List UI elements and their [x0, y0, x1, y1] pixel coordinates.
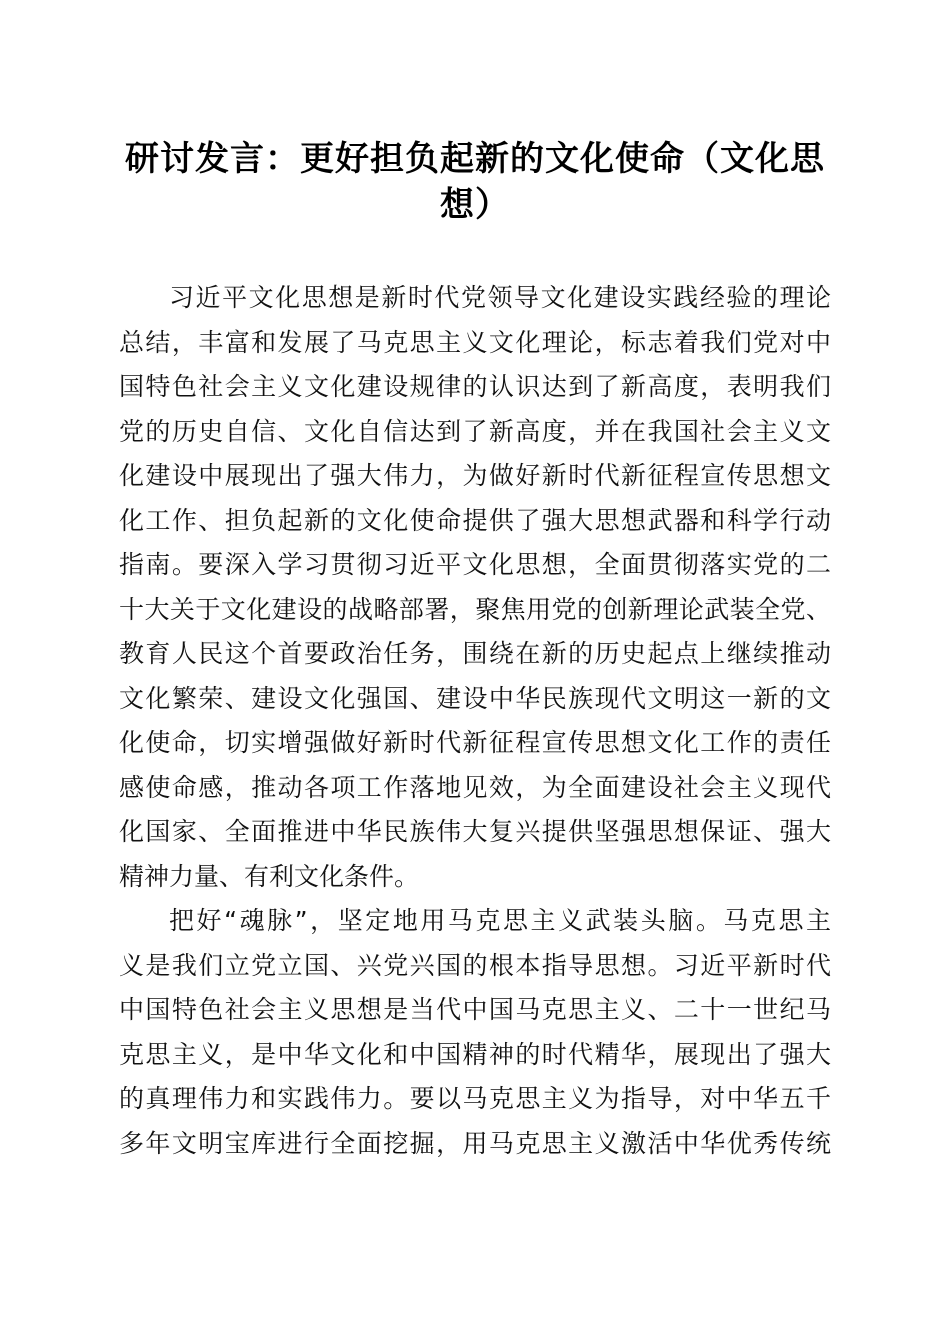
paragraph-line: 克思主义，是中华文化和中国精神的时代精华，展现出了强大	[119, 1039, 831, 1069]
paragraph-line: 化建设中展现出了强大伟力，为做好新时代新征程宣传思想文	[119, 461, 831, 490]
document-title: 研讨发言：更好担负起新的文化使命（文化思想）	[125, 139, 825, 225]
paragraph-line: 感使命感，推动各项工作落地见效，为全面建设社会主义现代	[119, 772, 831, 802]
paragraph-2	[119, 899, 831, 1166]
paragraph-line: 把好“魂脉”，坚定地用马克思主义武装头脑。马克思主	[169, 906, 831, 935]
paragraph-line: 教育人民这个首要政治任务，围绕在新的历史起点上继续推动	[119, 639, 831, 668]
paragraph-line: 文化繁荣、建设文化强国、建设中华民族现代文明这一新的文	[119, 683, 831, 713]
paragraph-1	[119, 276, 831, 899]
paragraph-line: 化国家、全面推进中华民族伟大复兴提供坚强思想保证、强大	[119, 817, 831, 846]
paragraph-line: 化工作、担负起新的文化使命提供了强大思想武器和科学行动	[119, 505, 831, 535]
paragraph-line: 的真理伟力和实践伟力。要以马克思主义为指导，对中华五千	[119, 1084, 831, 1113]
paragraph-line: 中国特色社会主义思想是当代中国马克思主义、二十一世纪马	[119, 995, 831, 1024]
paragraph-line: 义是我们立党立国、兴党兴国的根本指导思想。习近平新时代	[119, 950, 831, 980]
document-body	[119, 276, 831, 1166]
paragraph-line: 总结，丰富和发展了马克思主义文化理论，标志着我们党对中	[119, 327, 831, 357]
paragraph-line: 国特色社会主义文化建设规律的认识达到了新高度，表明我们	[119, 372, 831, 401]
paragraph-line: 指南。要深入学习贯彻习近平文化思想，全面贯彻落实党的二	[119, 550, 831, 579]
paragraph-line: 精神力量、有利文化条件。	[119, 861, 420, 891]
paragraph-line: 习近平文化思想是新时代党领导文化建设实践经验的理论	[169, 283, 831, 312]
paragraph-line: 化使命，切实增强做好新时代新征程宣传思想文化工作的责任	[119, 728, 831, 757]
paragraph-line: 十大关于文化建设的战略部署，聚焦用党的创新理论武装全党、	[119, 594, 831, 624]
paragraph-line: 党的历史自信、文化自信达到了新高度，并在我国社会主义文	[119, 416, 831, 446]
paragraph-line: 多年文明宝库进行全面挖掘，用马克思主义激活中华优秀传统	[119, 1128, 831, 1158]
